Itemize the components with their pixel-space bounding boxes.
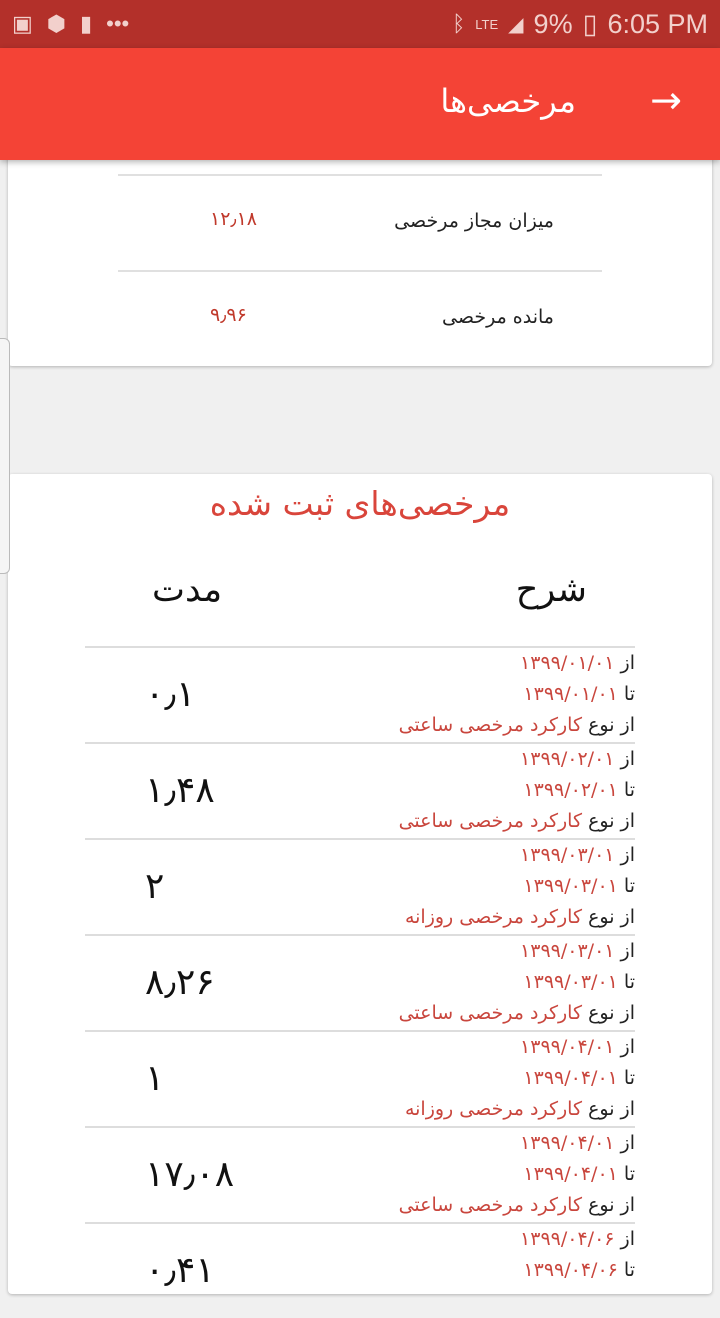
to-label: تا xyxy=(623,1163,635,1185)
leave-type: کارکرد مرخصی ساعتی xyxy=(398,714,583,736)
to-label: تا xyxy=(623,1067,635,1089)
summary-value: ۱۲٫۱۸ xyxy=(210,208,257,230)
to-date: ۱۳۹۹/۰۳/۰۱ xyxy=(523,875,618,897)
from-date: ۱۳۹۹/۰۴/۰۱ xyxy=(520,1132,615,1154)
description xyxy=(399,1128,635,1221)
leave-type: کارکرد مرخصی ساعتی xyxy=(398,1002,583,1024)
description xyxy=(405,1032,635,1125)
leave-type: کارکرد مرخصی روزانه xyxy=(404,906,583,928)
to-date: ۱۳۹۹/۰۱/۰۱ xyxy=(523,683,618,705)
to-date: ۱۳۹۹/۰۳/۰۱ xyxy=(523,971,618,993)
from-label: از xyxy=(620,1036,635,1058)
summary-label: میزان مجاز مرخصی xyxy=(394,210,554,232)
image-notification-icon: ▣ xyxy=(12,11,33,36)
from-label: از xyxy=(620,1228,635,1250)
column-header-description: شرح xyxy=(515,570,587,610)
alert-notification-icon: ⬢ xyxy=(46,11,67,36)
type-label: از نوع xyxy=(588,906,635,928)
description xyxy=(405,840,635,933)
duration: ۲ xyxy=(145,866,165,907)
summary-row-remaining xyxy=(118,270,602,365)
leave-type: کارکرد مرخصی روزانه xyxy=(404,1098,583,1120)
more-notifications-icon: ••• xyxy=(106,11,130,36)
app-bar xyxy=(0,48,720,160)
from-date: ۱۳۹۹/۰۳/۰۱ xyxy=(520,844,615,866)
status-bar xyxy=(0,0,720,48)
type-label: از نوع xyxy=(588,1098,635,1120)
duration: ۱٫۴۸ xyxy=(145,770,215,811)
from-date: ۱۳۹۹/۰۴/۰۱ xyxy=(520,1036,615,1058)
to-label: تا xyxy=(623,779,635,801)
table-row xyxy=(85,1126,635,1222)
battery-icon: ▯ xyxy=(582,8,598,39)
type-label: از نوع xyxy=(588,810,635,832)
leave-type: کارکرد مرخصی ساعتی xyxy=(398,1194,583,1216)
to-date: ۱۳۹۹/۰۴/۰۱ xyxy=(523,1163,618,1185)
description xyxy=(399,648,635,741)
from-label: از xyxy=(620,652,635,674)
from-label: از xyxy=(620,748,635,770)
description xyxy=(399,744,635,837)
leave-type: کارکرد مرخصی ساعتی xyxy=(398,810,583,832)
description xyxy=(399,936,635,1029)
duration: ۱ xyxy=(145,1058,165,1099)
from-date: ۱۳۹۹/۰۱/۰۱ xyxy=(520,652,615,674)
to-date: ۱۳۹۹/۰۴/۰۶ xyxy=(523,1259,618,1281)
to-label: تا xyxy=(623,875,635,897)
table-row xyxy=(85,646,635,742)
type-label: از نوع xyxy=(588,1194,635,1216)
to-label: تا xyxy=(623,683,635,705)
duration: ۸٫۲۶ xyxy=(145,962,215,1003)
summary-label: مانده مرخصی xyxy=(442,306,554,328)
table-row xyxy=(85,742,635,838)
clock: 6:05 PM xyxy=(607,8,708,39)
table-row xyxy=(85,1030,635,1126)
bluetooth-icon: ᛒ xyxy=(452,11,466,36)
to-date: ۱۳۹۹/۰۲/۰۱ xyxy=(523,779,618,801)
table-row xyxy=(85,1222,635,1318)
page-title: مرخصی‌ها xyxy=(440,82,576,120)
from-date: ۱۳۹۹/۰۴/۰۶ xyxy=(520,1228,615,1250)
summary-card xyxy=(8,130,712,366)
from-label: از xyxy=(620,844,635,866)
description xyxy=(520,1224,635,1286)
battery-alert-icon: ▮ xyxy=(80,11,93,36)
to-label: تا xyxy=(623,1259,635,1281)
battery-percent: 9% xyxy=(533,8,573,39)
duration: ۱۷٫۰۸ xyxy=(145,1154,235,1195)
to-label: تا xyxy=(623,971,635,993)
signal-icon: ◢ xyxy=(508,13,524,36)
from-date: ۱۳۹۹/۰۳/۰۱ xyxy=(520,940,615,962)
table-row xyxy=(85,934,635,1030)
from-date: ۱۳۹۹/۰۲/۰۱ xyxy=(520,748,615,770)
section-title: مرخصی‌های ثبت شده xyxy=(209,484,511,523)
type-label: از نوع xyxy=(588,714,635,736)
summary-value: ۹٫۹۶ xyxy=(210,304,247,326)
type-label: از نوع xyxy=(588,1002,635,1024)
drawer-handle[interactable] xyxy=(0,338,10,574)
leaves-table xyxy=(85,646,635,1318)
summary-row-allowed xyxy=(118,174,602,269)
column-header-duration: مدت xyxy=(152,570,223,610)
duration: ۰٫۱ xyxy=(145,674,196,715)
duration: ۰٫۴۱ xyxy=(145,1250,215,1291)
table-row xyxy=(85,838,635,934)
from-label: از xyxy=(620,940,635,962)
network-type: LTE xyxy=(475,16,499,32)
to-date: ۱۳۹۹/۰۴/۰۱ xyxy=(523,1067,618,1089)
back-arrow-icon[interactable]: → xyxy=(650,78,682,122)
from-label: از xyxy=(620,1132,635,1154)
